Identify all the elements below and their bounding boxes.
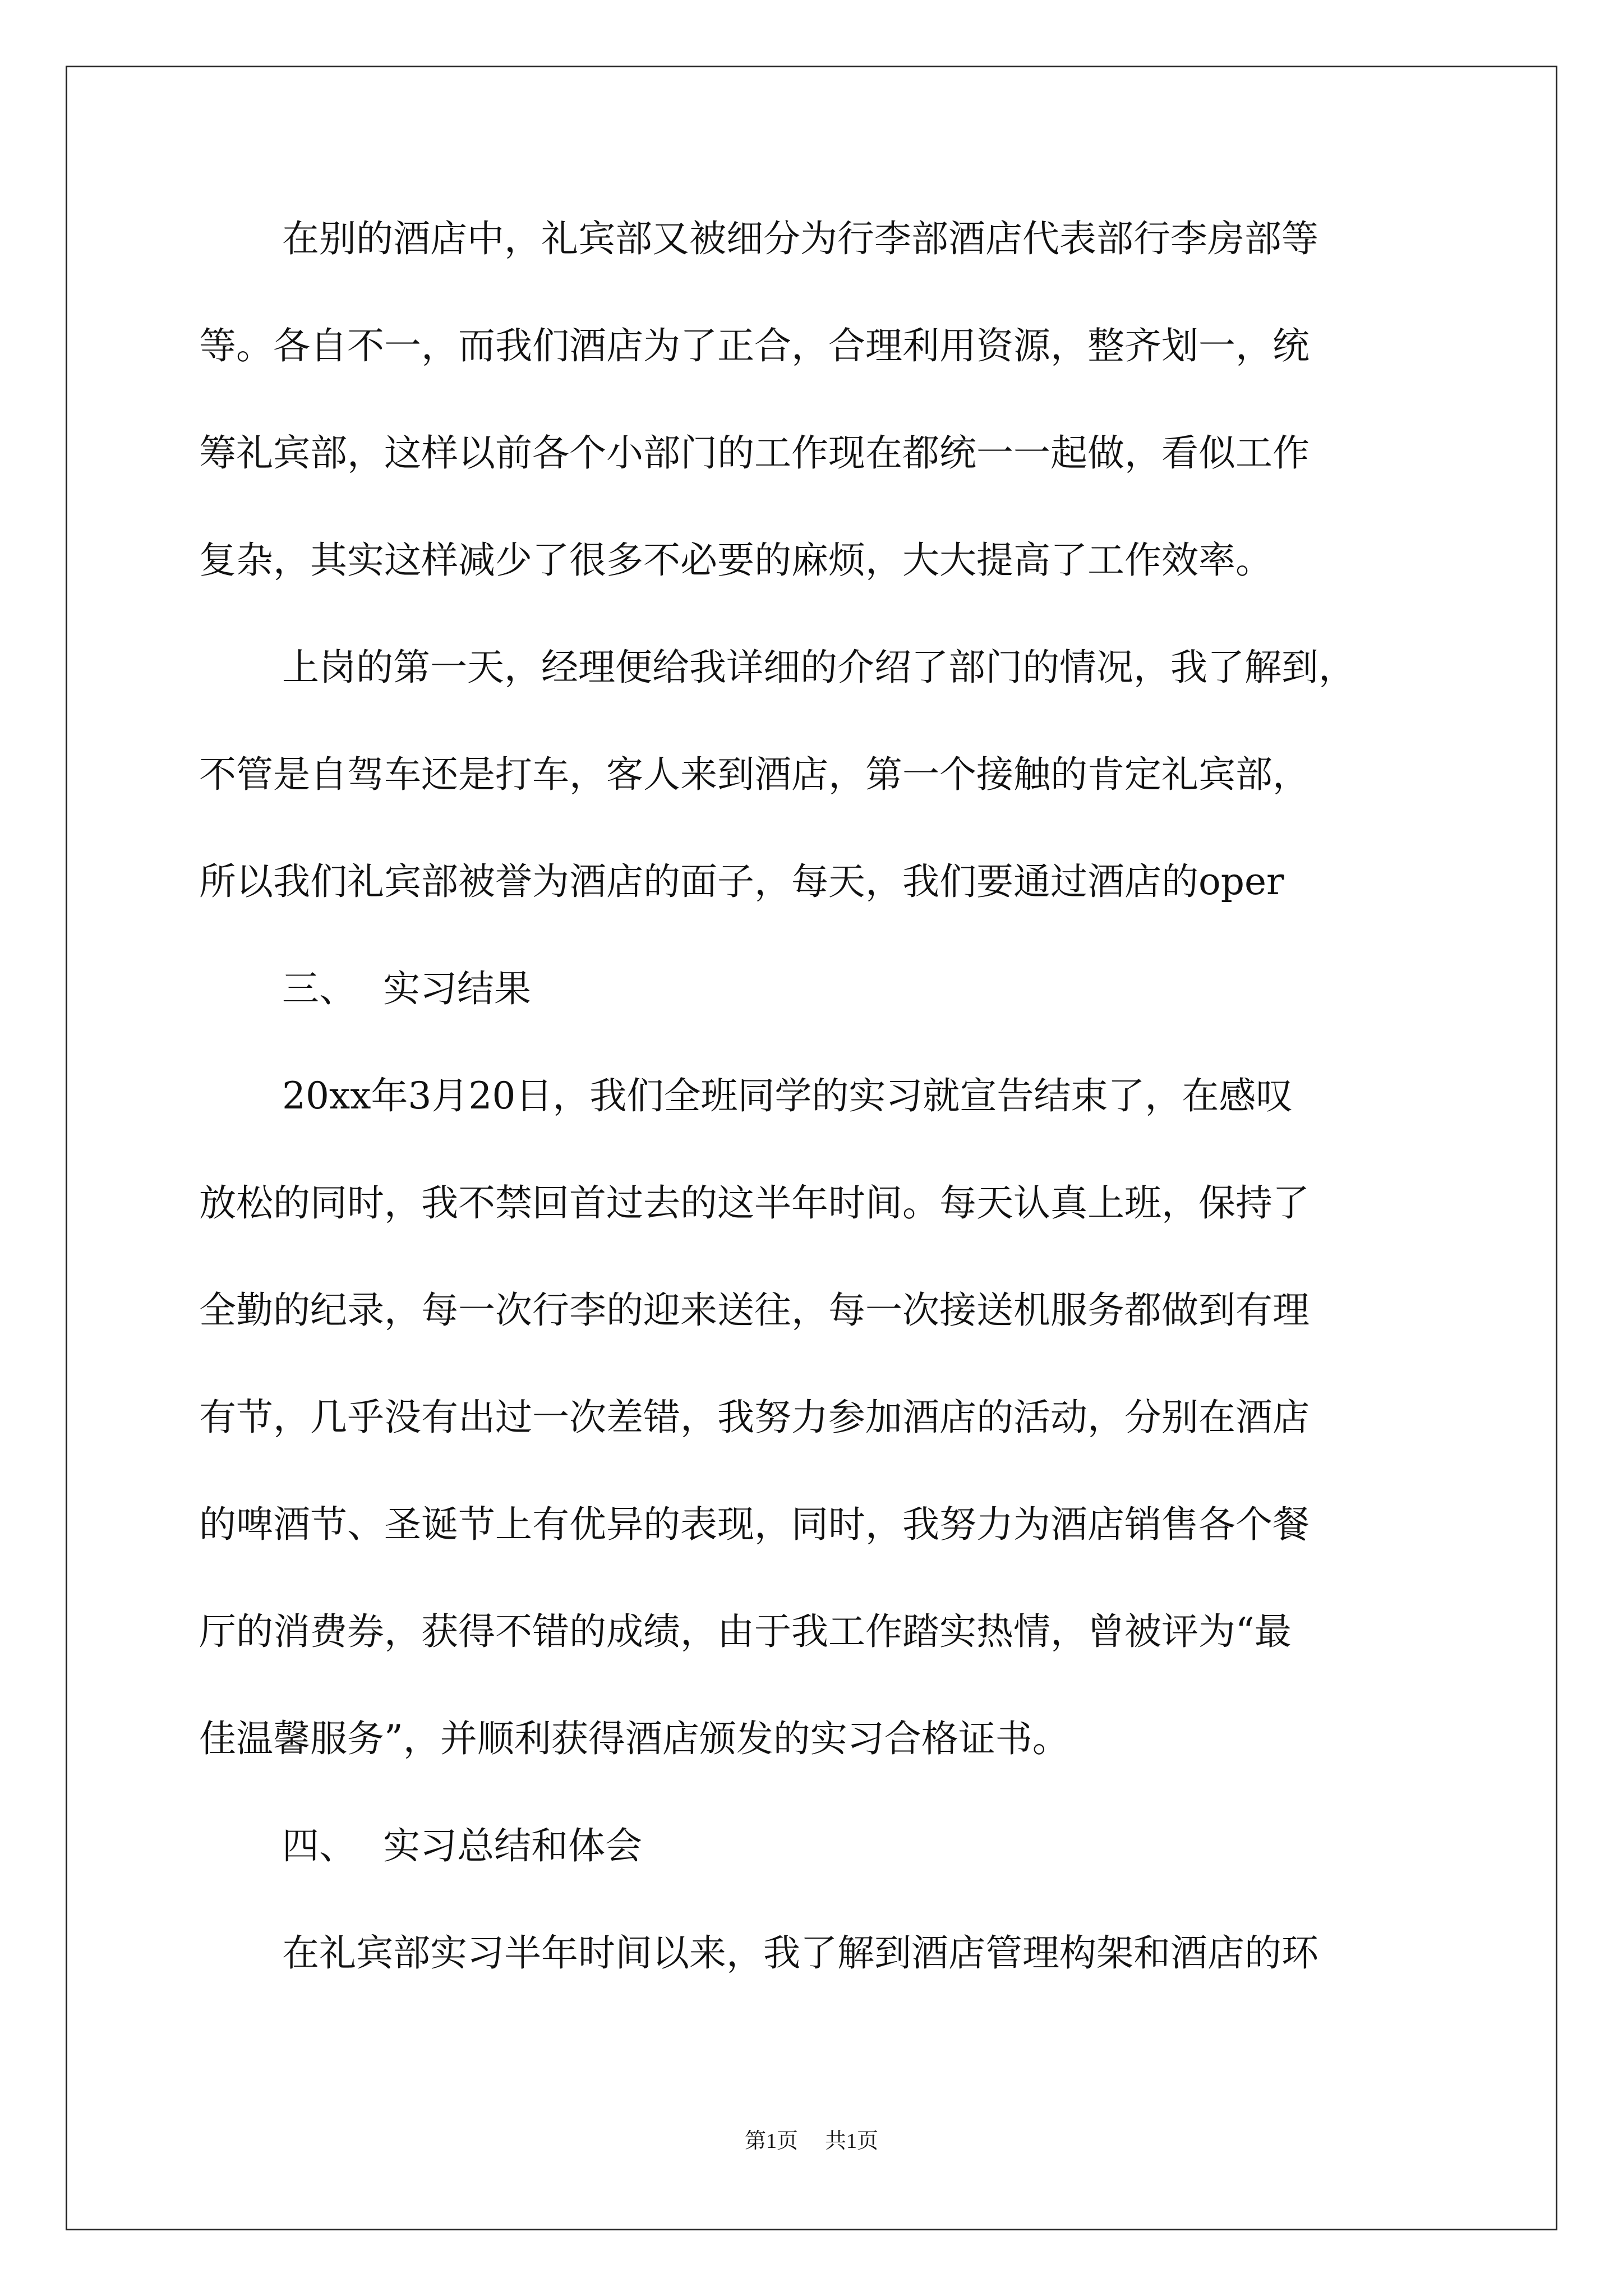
section-heading-4 <box>199 1821 1436 1929</box>
paragraph-line: 复杂，其实这样减少了很多不必要的麻烦，大大提高了工作效率。 <box>199 539 1272 582</box>
paragraph-line: 厅的消费券，获得不错的成绩，由于我工作踏实热情，曾被评为“最 <box>199 1610 1292 1653</box>
page-total: 共1页 <box>825 2129 879 2153</box>
paragraph-line: 不管是自驾车还是打车，客人来到酒店，第一个接触的肯定礼宾部， <box>199 753 1310 796</box>
paragraph-line: 的啤酒节、圣诞节上有优异的表现，同时，我努力为酒店销售各个餐 <box>199 1503 1310 1546</box>
section-title: 实习总结和体会 <box>383 1824 642 1867</box>
paragraph-line: 筹礼宾部，这样以前各个小部门的工作现在都统一一起做，看似工作 <box>199 431 1310 475</box>
paragraph-line: 有节，几乎没有出过一次差错，我努力参加酒店的活动，分别在酒店 <box>199 1396 1310 1439</box>
paragraph-line: 放松的同时，我不禁回首过去的这半年时间。每天认真上班，保持了 <box>199 1181 1310 1225</box>
paragraph-line: 佳温馨服务”，并顺利获得酒店颁发的实习合格证书。 <box>199 1717 1069 1760</box>
paragraph-line: 所以我们礼宾部被誉为酒店的面子，每天，我们要通过酒店的oper <box>199 860 1284 903</box>
section-number: 三、 <box>282 967 356 1010</box>
page-footer <box>0 2127 1623 2155</box>
document-body <box>199 214 1436 2036</box>
paragraph-line: 上岗的第一天，经理便给我详细的介绍了部门的情况，我了解到， <box>282 646 1355 689</box>
paragraph-line: 20xx年3月20日，我们全班同学的实习就宣告结束了，在感叹 <box>282 1074 1293 1117</box>
paragraph-line: 全勤的纪录，每一次行李的迎来送往，每一次接送机服务都做到有理 <box>199 1289 1310 1332</box>
paragraph-line: 在礼宾部实习半年时间以来，我了解到酒店管理构架和酒店的环 <box>282 1931 1318 1975</box>
paragraph-line: 在别的酒店中，礼宾部又被细分为行李部酒店代表部行李房部等 <box>282 217 1318 260</box>
paragraph-line: 等。各自不一，而我们酒店为了正合，合理利用资源，整齐划一，统 <box>199 324 1310 367</box>
section-title: 实习结果 <box>383 967 531 1010</box>
page-number: 第1页 <box>744 2129 798 2153</box>
section-heading-3 <box>199 964 1436 1071</box>
section-number: 四、 <box>282 1824 356 1867</box>
